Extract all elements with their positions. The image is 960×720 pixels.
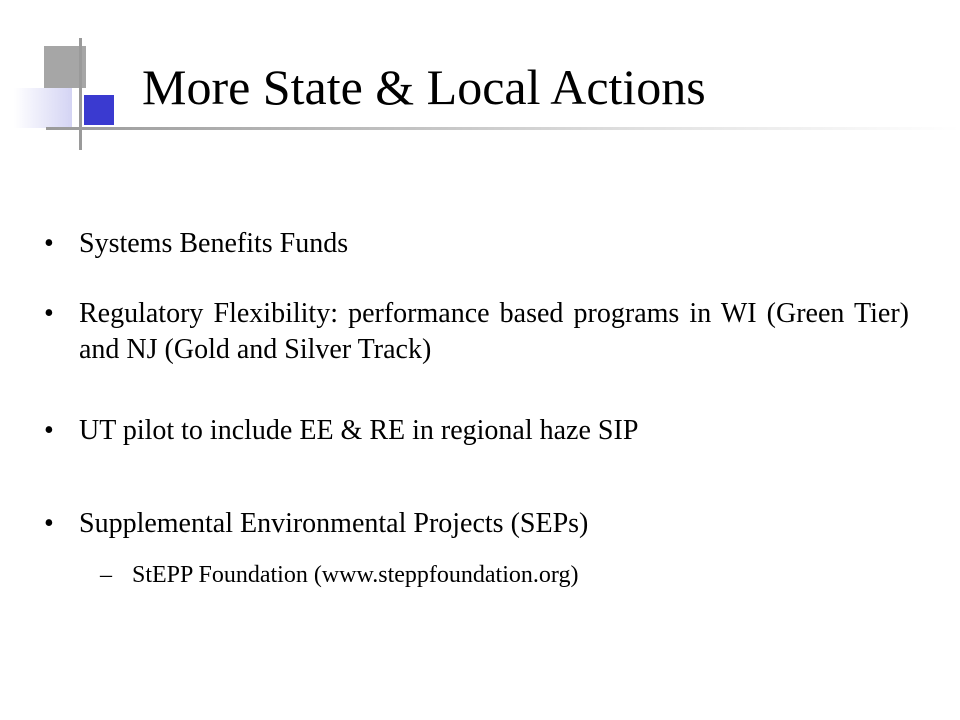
bullet-text: Supplemental Environmental Projects (SEPs): [79, 508, 589, 539]
bullet-text: UT pilot to include EE & RE in regional haze SIP: [79, 415, 639, 446]
sub-bullet-marker: –: [100, 562, 112, 588]
bullet-marker: •: [44, 228, 54, 259]
title-underline-rule: [46, 127, 960, 130]
sub-bullet-item: [100, 560, 578, 590]
bullet-marker: •: [44, 508, 54, 539]
title-decoration-vertical-rule: [79, 38, 82, 150]
sub-bullet-text: StEPP Foundation (www.steppfoundation.org): [132, 562, 579, 588]
bullet-marker: •: [44, 415, 54, 446]
bullet-text: Regulatory Flexibility: performance based programs in WI (Green Tier) and NJ (Gold and Silver Track): [79, 298, 909, 365]
bullet-marker: •: [44, 298, 54, 329]
slide-title: More State & Local Actions: [142, 59, 706, 115]
title-decoration-light-block: [14, 88, 72, 128]
bullet-text: Systems Benefits Funds: [79, 228, 349, 259]
title-decoration-blue-block: [84, 95, 114, 125]
